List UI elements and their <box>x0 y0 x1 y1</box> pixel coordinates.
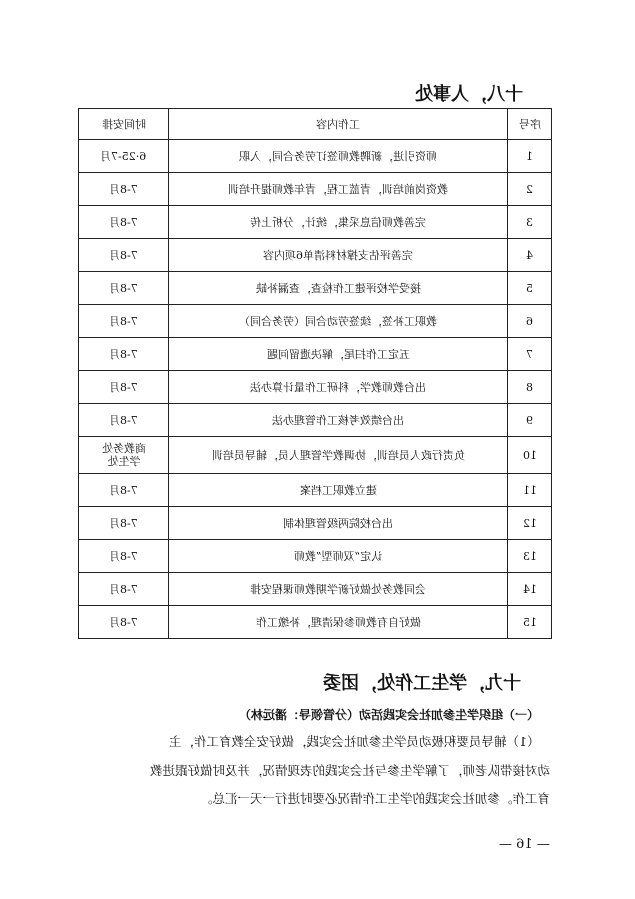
table-row <box>79 371 552 404</box>
cell-num: 1 <box>508 140 552 173</box>
section-18-heading: 十八，人事处 <box>415 84 523 105</box>
subsection-heading: （一）组织学生参加社会实践活动（分管领导：潘远林） <box>238 708 539 722</box>
cell-num: 15 <box>508 606 552 639</box>
cell-time: 7-8月 <box>79 573 169 606</box>
table-row <box>79 540 552 573</box>
table-row <box>79 140 552 173</box>
cell-time: 商教务处 学生处 <box>79 437 169 474</box>
cell-content: 教资岗前培训，青蓝工程，青年教师提升培训 <box>169 173 508 206</box>
cell-time: 7-8月 <box>79 404 169 437</box>
cell-num: 9 <box>508 404 552 437</box>
cell-content: 认定“双师型”教师 <box>169 540 508 573</box>
table-row <box>79 206 552 239</box>
cell-num: 13 <box>508 540 552 573</box>
table-row <box>79 606 552 639</box>
cell-num: 11 <box>508 474 552 507</box>
cell-content: 会同教务处做好新学期教师课程安排 <box>169 573 508 606</box>
cell-num: 8 <box>508 371 552 404</box>
cell-content: 出台教师教学，科研工作量计算办法 <box>169 371 508 404</box>
work-schedule-table <box>78 108 552 639</box>
cell-content: 出台绩效考核工作管理办法 <box>169 404 508 437</box>
cell-content: 接受学校评建工作检查，查漏补缺 <box>169 272 508 305</box>
cell-num: 5 <box>508 272 552 305</box>
cell-content: 完善教师信息采集，统计，分析上传 <box>169 206 508 239</box>
table-row <box>79 239 552 272</box>
table-row <box>79 272 552 305</box>
table-row <box>79 305 552 338</box>
table-row <box>79 173 552 206</box>
paragraph-line: 育工作。参加社会实践的学生工作情况必要时进行一天一汇总。 <box>199 791 550 806</box>
cell-time: 7-8月 <box>79 206 169 239</box>
cell-content: 五定工作扫尾，解决遗留问题 <box>169 338 508 371</box>
table-header-row <box>79 109 552 140</box>
cell-num: 6 <box>508 305 552 338</box>
cell-num: 4 <box>508 239 552 272</box>
page-number: — 16 — <box>499 837 550 852</box>
header-num: 序号 <box>508 109 552 140</box>
table-row <box>79 507 552 540</box>
cell-time: 7-8月 <box>79 606 169 639</box>
cell-num: 3 <box>508 206 552 239</box>
header-time: 时间安排 <box>79 109 169 140</box>
cell-time: 7-8月 <box>79 371 169 404</box>
cell-num: 14 <box>508 573 552 606</box>
cell-time: 7-8月 <box>79 474 169 507</box>
cell-num: 7 <box>508 338 552 371</box>
cell-time: 7-8月 <box>79 540 169 573</box>
table-row <box>79 404 552 437</box>
header-content: 工作内容 <box>169 109 508 140</box>
cell-time: 7-8月 <box>79 173 169 206</box>
paragraph-line: （1）辅导员要积极动员学生参加社会实践，做好安全教育工作，主 <box>168 734 539 749</box>
cell-time: 6·25-7月 <box>79 140 169 173</box>
table-row <box>79 474 552 507</box>
section-19-heading: 十九，学生工作处，团委 <box>323 673 521 694</box>
table-row <box>79 437 552 474</box>
cell-content: 做好自有教师参保清理，补缴工作 <box>169 606 508 639</box>
table-row <box>79 573 552 606</box>
cell-time: 7-8月 <box>79 338 169 371</box>
paragraph-line: 动对接带队老师，了解学生参与社会实践的表现情况，并及时做好跟进教 <box>149 763 550 778</box>
cell-content: 负责行政人员培训，协调教学管理人员，辅导员培训 <box>169 437 508 474</box>
cell-content: 完善评估支撑材料清单6项内容 <box>169 239 508 272</box>
table-row <box>79 338 552 371</box>
cell-time: 7-8月 <box>79 239 169 272</box>
cell-num: 10 <box>508 437 552 474</box>
cell-content: 建立教职工档案 <box>169 474 508 507</box>
cell-content: 出台校院两级管理体制 <box>169 507 508 540</box>
cell-time: 7-8月 <box>79 272 169 305</box>
cell-num: 2 <box>508 173 552 206</box>
cell-num: 12 <box>508 507 552 540</box>
cell-content: 师资引进，新聘教师签订劳务合同，入职 <box>169 140 508 173</box>
cell-content: 教职工补签，续签劳动合同（劳务合同） <box>169 305 508 338</box>
cell-time: 7-8月 <box>79 507 169 540</box>
cell-time: 7-8月 <box>79 305 169 338</box>
